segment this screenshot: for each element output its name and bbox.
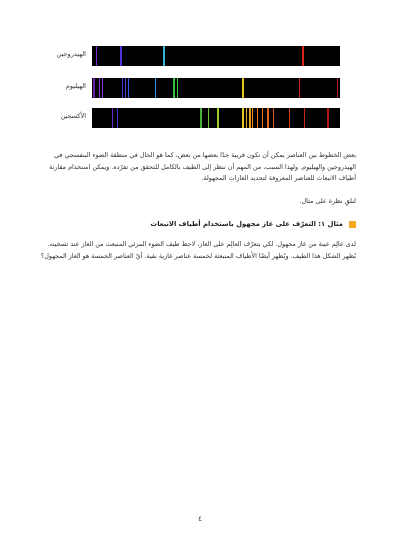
spectrum-bar-helium bbox=[92, 78, 340, 98]
emission-line bbox=[337, 78, 339, 98]
emission-line bbox=[96, 46, 98, 66]
emission-line bbox=[289, 108, 291, 128]
emission-line bbox=[273, 108, 275, 128]
emission-line bbox=[93, 78, 95, 98]
emission-line bbox=[252, 108, 254, 128]
emission-line bbox=[242, 108, 244, 128]
emission-line bbox=[102, 78, 104, 98]
spectrum-oxygen bbox=[0, 108, 400, 132]
emission-line bbox=[242, 78, 244, 98]
spectrum-label-helium: الهيليوم bbox=[65, 82, 86, 90]
spectrum-bar-oxygen bbox=[92, 108, 340, 128]
example-intro: لنلقِ نظرة على مثال. bbox=[299, 197, 356, 205]
emission-line bbox=[267, 108, 269, 128]
emission-line bbox=[122, 78, 124, 98]
emission-line bbox=[304, 108, 306, 128]
emission-line bbox=[200, 108, 202, 128]
emission-line bbox=[246, 108, 248, 128]
emission-line bbox=[249, 108, 251, 128]
example-question: لدى عالِم عينة من غاز مجهول. لكي يتعرّف العالِم على الغاز، لاحظ طيف الضوء المرئي المنبعث من الغاز عند تسخينه. يُظهر الشكل هذا الطيف. ويُظهر أيضًا الأطياف المنبعثة لخمسة عناصر غازية نقية. أيّ العناصر الخمسة هو الغاز المجهول؟ bbox=[40, 240, 356, 260]
emission-line bbox=[99, 78, 101, 98]
emission-line bbox=[117, 108, 119, 128]
example-heading bbox=[36, 218, 356, 230]
example-heading-text: مثال ١: التعرّف على غاز مجهول باستخدام أطياف الانبعاث bbox=[150, 220, 343, 228]
emission-line bbox=[125, 78, 127, 98]
emission-line bbox=[163, 46, 165, 66]
emission-line bbox=[208, 108, 210, 128]
emission-line bbox=[173, 78, 175, 98]
page-number: ٤ bbox=[198, 515, 202, 523]
emission-line bbox=[257, 108, 259, 128]
emission-line bbox=[177, 78, 179, 98]
emission-line bbox=[262, 108, 264, 128]
emission-line bbox=[155, 78, 157, 98]
emission-line bbox=[327, 108, 329, 128]
spectrum-helium bbox=[0, 78, 400, 102]
emission-line bbox=[120, 46, 122, 66]
intro-paragraph: بعض الخطوط بين العناصر يمكن أن تكون قريبة جدًا بعضها من بعض، كما هو الحال في منطقة الضوء البنفسجي في الهيدروجين والهيليوم. ولهذا السبب، من المهم أن ننظر إلى الطيف بالكامل للتحقق من تفرّده. ويمكن استخدام مقارنة أطياف الانبعاث للعناصر المعروفة لتحديد الغازات المجهولة. bbox=[49, 151, 356, 182]
spectrum-hydrogen bbox=[0, 46, 400, 70]
emission-line bbox=[112, 108, 114, 128]
spectrum-label-hydrogen: الهيدروجين bbox=[56, 50, 86, 58]
emission-line bbox=[217, 108, 219, 128]
emission-line bbox=[128, 78, 130, 98]
spectrum-bar-hydrogen bbox=[92, 46, 340, 66]
emission-line bbox=[302, 46, 304, 66]
spectrum-label-oxygen: الأكسجين bbox=[60, 112, 86, 120]
example-marker-icon bbox=[349, 221, 356, 228]
emission-line bbox=[299, 78, 301, 98]
